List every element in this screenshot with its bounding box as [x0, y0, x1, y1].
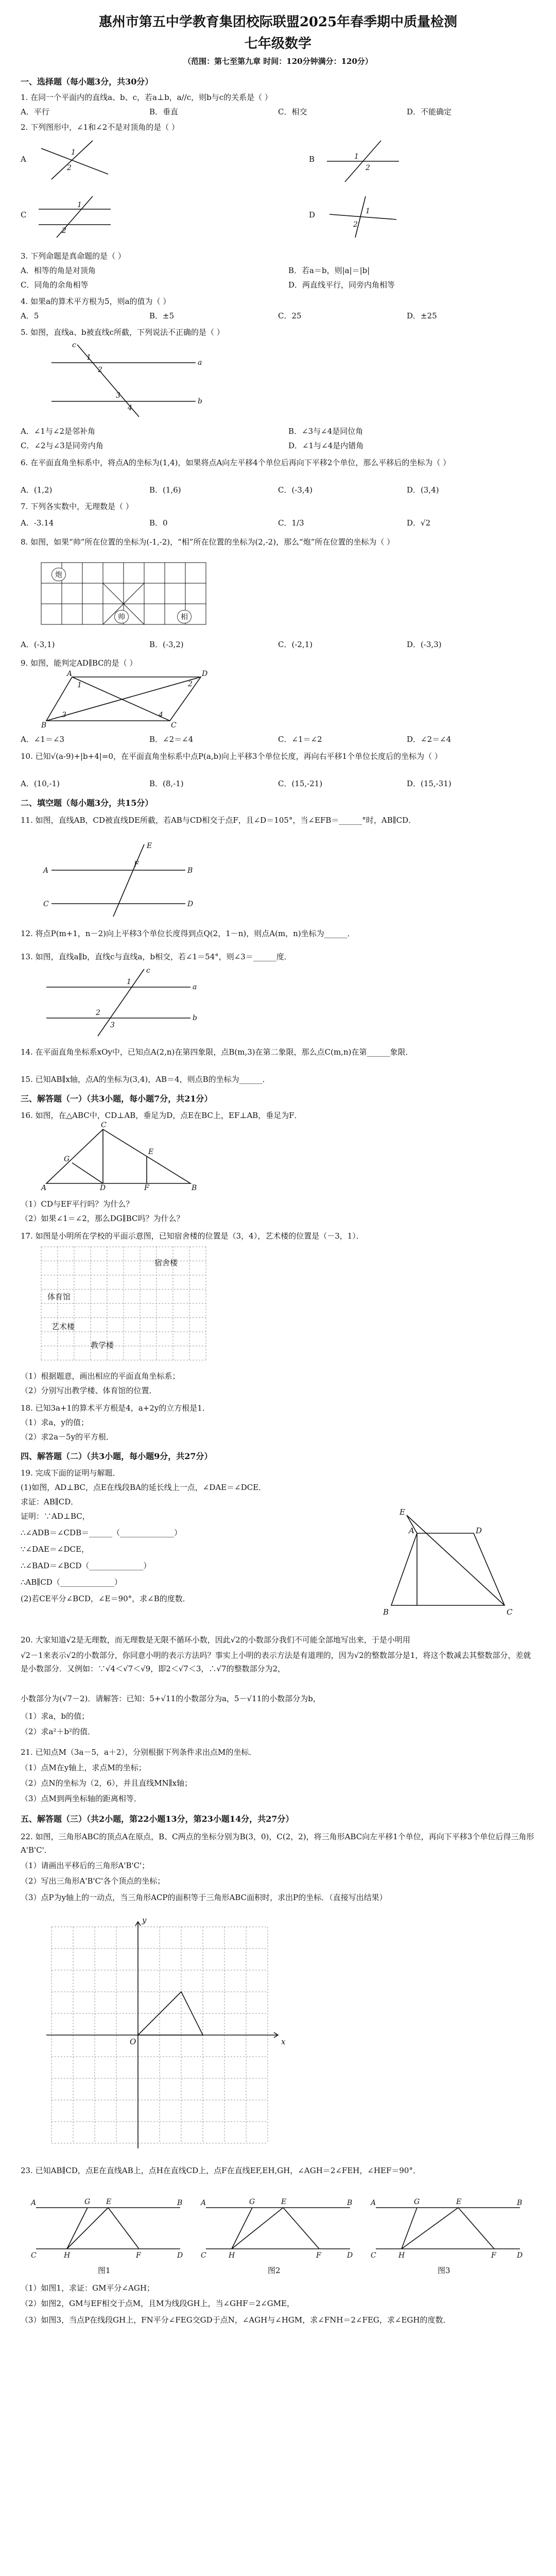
- q5-option-d: D．∠1与∠4是内错角: [288, 441, 364, 450]
- q1-option-d: D．不能确定: [407, 107, 452, 116]
- svg-text:b: b: [193, 1014, 197, 1022]
- q23-fig3-caption: 图3: [438, 2266, 450, 2275]
- section-2-heading: 二、填空题（每小题3分，共15分）: [21, 798, 153, 808]
- q6-option-c: C．(-3,4): [278, 485, 313, 495]
- q7-option-d: D．√2: [407, 518, 431, 528]
- q17-label-dormitory: 宿舍楼: [154, 1258, 178, 1267]
- svg-text:G: G: [249, 2198, 255, 2206]
- q22-axis-x-label: x: [281, 2037, 286, 2046]
- q15-stem: 15. 已知AB∥x轴，点A的坐标为(3,4)，AB＝4，则点B的坐标为______．: [21, 1075, 270, 1084]
- q20-text-3: 小数部分为(√7－2)．请解答：已知：5+√11的小数部分为a，5－√11的小数部分为b，: [21, 1694, 321, 1703]
- q23-figure-1: [31, 2195, 185, 2262]
- svg-text:A: A: [201, 2199, 206, 2207]
- q8-piece-pao: 炮: [51, 568, 66, 581]
- section-1-heading: 一、选择题（每小题3分，共30分）: [21, 77, 153, 87]
- q10-option-b: B．(8,-1): [149, 779, 184, 788]
- svg-text:3: 3: [62, 711, 66, 719]
- q20-text-1: 20. 大家知道√2是无理数，而无理数是无限不循环小数，因此√2的小数部分我们不可能全部地写出来，于是小明用: [21, 1635, 410, 1645]
- q8-piece-shuai: 帅: [114, 610, 129, 623]
- svg-text:C: C: [371, 2251, 376, 2260]
- q21-sub3: （3）点M到两坐标轴的距离相等．: [21, 1794, 142, 1803]
- q22-sub1: （1）请画出平移后的三角形A'B'C'；: [21, 1861, 150, 1870]
- svg-text:B: B: [41, 721, 47, 730]
- q12-stem: 12. 将点P(m+1，n－2)向上平移3个单位长度得到点Q(2，1－n)，则点A(m，n)坐标为______．: [21, 929, 355, 938]
- q6-option-d: D．(3,4): [407, 485, 439, 495]
- q9-option-a: A．∠1＝∠3: [21, 735, 65, 744]
- svg-text:H: H: [398, 2251, 405, 2260]
- svg-text:1: 1: [354, 152, 359, 161]
- svg-text:C: C: [171, 721, 177, 730]
- q5-figure: [41, 342, 206, 419]
- q23-fig1-caption: 图1: [98, 2266, 111, 2275]
- svg-text:D: D: [177, 2251, 183, 2260]
- q13-stem: 13. 如图，直线a∥b，直线c与直线a，b相交，若∠1＝54°，则∠3＝______度．: [21, 952, 292, 961]
- svg-text:E: E: [148, 1148, 154, 1156]
- q22-sub3: （3）点P为y轴上的一动点，当三角形ACP的面积等于三角形ABC面积时，求出P的坐标．（直接写出结果）: [21, 1893, 387, 1902]
- q8-stem: 8. 如图，如果“帅”所在位置的坐标为(-1,-2)，“相”所在位置的坐标为(2,-2)，那么“炮”所在位置的坐标为（ ）: [21, 537, 395, 547]
- q2-label-b: B: [309, 155, 315, 164]
- q7-stem: 7. 下列各实数中，无理数是（ ）: [21, 502, 133, 511]
- q2-label-d: D: [309, 210, 316, 219]
- q19-proof-line-5: ∴AB∥CD（______________）: [21, 1578, 122, 1587]
- q4-option-b: B．±5: [149, 311, 175, 320]
- svg-text:B: B: [347, 2199, 353, 2207]
- q9-option-b: B．∠2＝∠4: [149, 735, 194, 744]
- svg-text:c: c: [146, 967, 150, 975]
- q9-option-c: C．∠1＝∠2: [278, 735, 322, 744]
- svg-text:E: E: [281, 2198, 287, 2206]
- q23-sub2: （2）如图2，GM与EF相交于点M，且M为线段GH上，当∠GHF＝2∠GME，: [21, 2299, 295, 2308]
- svg-text:1: 1: [127, 978, 131, 986]
- q19-proof-line-1: 证明：∵AD⊥BC，: [21, 1512, 90, 1521]
- svg-text:2: 2: [98, 366, 102, 374]
- svg-text:G: G: [84, 2198, 91, 2206]
- q7-option-c: C．1/3: [278, 518, 304, 528]
- q9-stem: 9. 如图，能判定AD∥BC的是（ ）: [21, 658, 137, 668]
- q7-option-b: B．0: [149, 518, 168, 528]
- svg-text:1: 1: [77, 201, 82, 209]
- q22-stem: 22. 如图，三角形ABC的顶点A在原点，B、C两点的坐标分别为B(3，0)，C(2，2)，将三角形ABC向左平移1个单位，再向下平移3个单位后得三角形A'B'C'．: [21, 1832, 534, 1855]
- svg-text:G: G: [64, 1155, 70, 1163]
- q1-option-b: B．垂直: [149, 107, 179, 116]
- svg-text:C: C: [201, 2251, 206, 2260]
- svg-text:a: a: [193, 983, 197, 991]
- q23-figure-2: [201, 2195, 355, 2262]
- svg-text:A: A: [371, 2199, 376, 2207]
- q8-option-c: C．(-2,1): [278, 640, 313, 649]
- svg-text:2: 2: [62, 227, 66, 235]
- q20-sub1: （1）求a，b的值；: [21, 1711, 90, 1721]
- q20-sub2: （2）求a²＋b²的值．: [21, 1727, 96, 1736]
- q16-stem: 16. 如图，在△ABC中，CD⊥AB，垂足为D，点E在BC上，EF⊥AB，垂足为F．: [21, 1111, 302, 1120]
- svg-text:1: 1: [77, 681, 82, 689]
- q5-option-b: B．∠3与∠4是同位角: [288, 427, 363, 436]
- svg-text:E: E: [456, 2198, 462, 2206]
- svg-text:D: D: [202, 670, 208, 678]
- q3-option-a: A．相等的角是对顶角: [21, 266, 96, 275]
- q19-fig-label-a: A: [409, 1526, 414, 1535]
- svg-text:D: D: [347, 2251, 353, 2260]
- svg-text:2: 2: [366, 164, 370, 172]
- q7-option-a: A．-3.14: [21, 518, 54, 528]
- q17-label-gym: 体育馆: [47, 1292, 71, 1301]
- q20-text-2: √2－1来表示√2的小数部分，你同意小明的表示方法吗？事实上小明的表示方法是有道理的，因为√2的整数部分是1，将这个数减去其整数部分，差就是小数部分．又例如：∵√4＜√7＜√9，即2＜√7＜3，∴√7的整数部分为2，: [21, 1651, 531, 1673]
- q22-axis-y-label: y: [142, 1916, 147, 1925]
- q17-label-art: 艺术楼: [51, 1322, 75, 1331]
- q2-stem: 2. 下列图形中，∠1和∠2不是对顶角的是（ ）: [21, 123, 180, 132]
- q4-option-d: D．±25: [407, 311, 437, 320]
- svg-text:A: A: [31, 2199, 37, 2207]
- q3-option-c: C．同角的余角相等: [21, 280, 89, 290]
- svg-text:C: C: [43, 900, 49, 908]
- q23-figure-3: [371, 2195, 525, 2262]
- svg-text:D: D: [100, 1184, 106, 1192]
- exam-title: 惠州市第五中学教育集团校际联盟2025年春季期中质量检测: [98, 14, 458, 30]
- q9-option-d: D．∠2＝∠4: [407, 735, 451, 744]
- svg-text:A: A: [41, 1184, 47, 1192]
- svg-text:3: 3: [110, 1021, 115, 1029]
- q21-sub2: （2）点N的坐标为（2，6），并且直线MN∥x轴；: [21, 1778, 193, 1788]
- section-4-heading: 四、解答题（二）（共3小题，每小题9分，共27分）: [21, 1451, 213, 1461]
- svg-text:A: A: [43, 867, 49, 875]
- q18-sub1: （1）求a，y的值；: [21, 1418, 89, 1427]
- svg-text:b: b: [198, 397, 202, 405]
- q19-fig-label-e: E: [399, 1507, 405, 1517]
- q22-sub2: （2）写出三角形A'B'C'各个顶点的坐标；: [21, 1876, 165, 1886]
- q3-option-d: D．两直线平行，同旁内角相等: [288, 280, 395, 290]
- q17-sub1: （1）根据题意，画出相应的平面直角坐标系；: [21, 1371, 180, 1381]
- q2-figure-c: [36, 194, 113, 240]
- q11-figure: [41, 842, 196, 919]
- q3-option-b: B．若a＝b，则|a|＝|b|: [288, 266, 370, 275]
- q5-stem: 5. 如图，直线a、b被直线c所截，下列说法不正确的是（ ）: [21, 328, 224, 337]
- q19-part2: (2)若CE平分∠BCD，∠E＝90°，求∠B的度数．: [21, 1594, 190, 1603]
- q19-prove: 求证：AB∥CD．: [21, 1497, 79, 1506]
- q4-stem: 4. 如果a的算术平方根为5，则a的值为（ ）: [21, 297, 171, 306]
- svg-text:1: 1: [71, 148, 76, 157]
- q6-stem: 6. 在平面直角坐标系中，将点A的坐标为(1,4)，如果将点A向左平移4个单位后再向下平移2个单位，那么平移后的坐标为（ ）: [21, 458, 451, 467]
- q1-option-a: A．平行: [21, 107, 49, 116]
- svg-text:F: F: [134, 860, 139, 869]
- svg-text:C: C: [31, 2251, 37, 2260]
- q18-sub2: （2）求2a－5y的平方根．: [21, 1432, 114, 1442]
- svg-text:B: B: [192, 1184, 197, 1192]
- q19-proof-line-2: ∴∠ADB＝∠CDB＝______（______________）: [21, 1528, 182, 1537]
- q23-sub1: （1）如图1，求证：GM平分∠AGH；: [21, 2283, 154, 2293]
- q4-option-a: A．5: [21, 311, 39, 320]
- svg-text:F: F: [316, 2251, 321, 2260]
- svg-text:2: 2: [67, 164, 72, 172]
- q10-stem: 10. 已知√(a-9)+|b+4|=0，在平面直角坐标系中点P(a,b)向上平移3个单位长度，再向右平移1个单位长度后的坐标为（ ）: [21, 752, 442, 761]
- q22-origin-label: O: [130, 2037, 136, 2046]
- svg-text:E: E: [147, 842, 152, 850]
- q11-stem: 11. 如图，直线AB，CD被直线DE所截，若AB与CD相交于点F，且∠D＝105°，当∠EFB＝______°时，AB∥CD．: [21, 816, 416, 825]
- q10-option-d: D．(15,-31): [407, 779, 451, 788]
- svg-text:C: C: [101, 1121, 107, 1129]
- q17-grid: [41, 1247, 206, 1360]
- q19-part1: (1)如图，AD⊥BC，点E在线段BA的延长线上一点，∠DAE＝∠DCE．: [21, 1483, 267, 1492]
- svg-text:E: E: [106, 2198, 112, 2206]
- svg-text:3: 3: [116, 392, 120, 400]
- svg-text:F: F: [491, 2251, 496, 2260]
- q16-sub2: （2）如果∠1＝∠2，那么DG∥BC吗？为什么？: [21, 1214, 184, 1223]
- q2-figure-b: [324, 138, 402, 184]
- svg-text:4: 4: [128, 404, 132, 412]
- svg-text:2: 2: [96, 1009, 100, 1017]
- q17-label-teaching: 教学楼: [91, 1341, 114, 1350]
- svg-text:B: B: [177, 2199, 183, 2207]
- q6-option-a: A．(1,2): [21, 485, 53, 495]
- q2-label-c: C: [21, 210, 27, 219]
- exam-subject: 七年级数学: [244, 36, 311, 52]
- svg-text:B: B: [187, 867, 193, 875]
- svg-text:1: 1: [86, 353, 91, 362]
- q23-stem: 23. 已知AB∥CD，点E在直线AB上，点H在直线CD上，点F在直线EF,EH,GH，∠AGH＝2∠FEH，∠HEF＝90°．: [21, 2166, 421, 2175]
- q14-stem: 14. 在平面直角坐标系xOy中，已知点A(2,n)在第四象限，点B(m,3)在第二象限，那么点C(m,n)在第______象限．: [21, 1047, 413, 1057]
- q21-sub1: （1）点M在y轴上，求点M的坐标；: [21, 1763, 146, 1772]
- q19-fig-label-c: C: [507, 1607, 513, 1617]
- q19-figure: [371, 1513, 525, 1616]
- svg-text:2: 2: [188, 680, 193, 688]
- svg-text:1: 1: [366, 207, 370, 215]
- q8-option-b: B．(-3,2): [149, 640, 184, 649]
- q8-piece-xiang: 相: [177, 610, 192, 623]
- q19-stem: 19. 完成下面的证明与解题．: [21, 1468, 120, 1478]
- q17-sub2: （2）分别写出教学楼、体育馆的位置．: [21, 1386, 157, 1395]
- q13-figure: [41, 967, 196, 1039]
- q17-stem: 17. 如图是小明所在学校的平面示意图，已知宿舍楼的位置是（3，4），艺术楼的位置是（－3，1）．: [21, 1231, 364, 1241]
- q16-sub1: （1）CD与EF平行吗？为什么？: [21, 1199, 134, 1209]
- q5-option-a: A．∠1与∠2是邻补角: [21, 427, 96, 436]
- q16-figure: [41, 1121, 197, 1192]
- section-5-heading: 五、解答题（三）（共2小题，第22小题13分，第23小题14分，共27分）: [21, 1814, 294, 1824]
- svg-text:c: c: [72, 341, 76, 349]
- q19-proof-line-4: ∴∠BAD＝∠BCD（______________）: [21, 1561, 151, 1570]
- q23-fig2-caption: 图2: [268, 2266, 281, 2275]
- q18-stem: 18. 已知3a+1的算术平方根是4，a+2y的立方根是1．: [21, 1403, 210, 1413]
- svg-text:A: A: [67, 670, 73, 678]
- q8-option-a: A．(-3,1): [21, 640, 55, 649]
- svg-text:B: B: [517, 2199, 523, 2207]
- q2-figure-d: [324, 194, 402, 240]
- svg-text:F: F: [136, 2251, 141, 2260]
- q21-stem: 21. 已知点M（3a－5，a＋2），分别根据下列条件求出点M的坐标．: [21, 1748, 257, 1757]
- q10-option-c: C．(15,-21): [278, 779, 323, 788]
- q1-option-c: C．相交: [278, 107, 307, 116]
- svg-text:D: D: [187, 900, 194, 908]
- q9-figure: [41, 672, 211, 728]
- q3-stem: 3. 下列命题是真命题的是（ ）: [21, 251, 126, 261]
- q19-fig-label-d: D: [476, 1526, 482, 1535]
- exam-scope: （范围：第七至第九章 时间：120分钟满分：120分）: [183, 57, 373, 66]
- svg-text:a: a: [198, 359, 202, 367]
- svg-text:H: H: [64, 2251, 71, 2260]
- q1-stem: 1. 在同一个平面内的直线a、b、c，若a⊥b，a//c，则b与c的关系是（ ）: [21, 93, 272, 102]
- q10-option-a: A．(10,-1): [21, 779, 60, 788]
- q8-option-d: D．(-3,3): [407, 640, 442, 649]
- q5-option-c: C．∠2与∠3是同旁内角: [21, 441, 103, 450]
- section-3-heading: 三、解答题（一）（共3小题，每小题7分，共21分）: [21, 1094, 213, 1104]
- svg-text:2: 2: [353, 221, 358, 229]
- q22-axes-and-triangle: [41, 1917, 286, 2154]
- q19-fig-label-b: B: [383, 1607, 389, 1617]
- q2-figure-a: [36, 138, 113, 184]
- svg-text:D: D: [517, 2251, 523, 2260]
- svg-text:4: 4: [159, 711, 163, 719]
- q4-option-c: C．25: [278, 311, 302, 320]
- svg-text:F: F: [144, 1184, 149, 1192]
- q2-label-a: A: [21, 155, 26, 164]
- q23-sub3: （3）如图3，当点P在线段GH上，FN平分∠FEG交GD于点N，∠AGH与∠HGM，求∠FNH＝2∠FEG，求∠EGH的度数．: [21, 2315, 451, 2325]
- svg-text:G: G: [414, 2198, 420, 2206]
- q6-option-b: B．(1,6): [149, 485, 181, 495]
- svg-text:H: H: [229, 2251, 235, 2260]
- q19-proof-line-3: ∵∠DAE＝∠DCE，: [21, 1545, 89, 1554]
